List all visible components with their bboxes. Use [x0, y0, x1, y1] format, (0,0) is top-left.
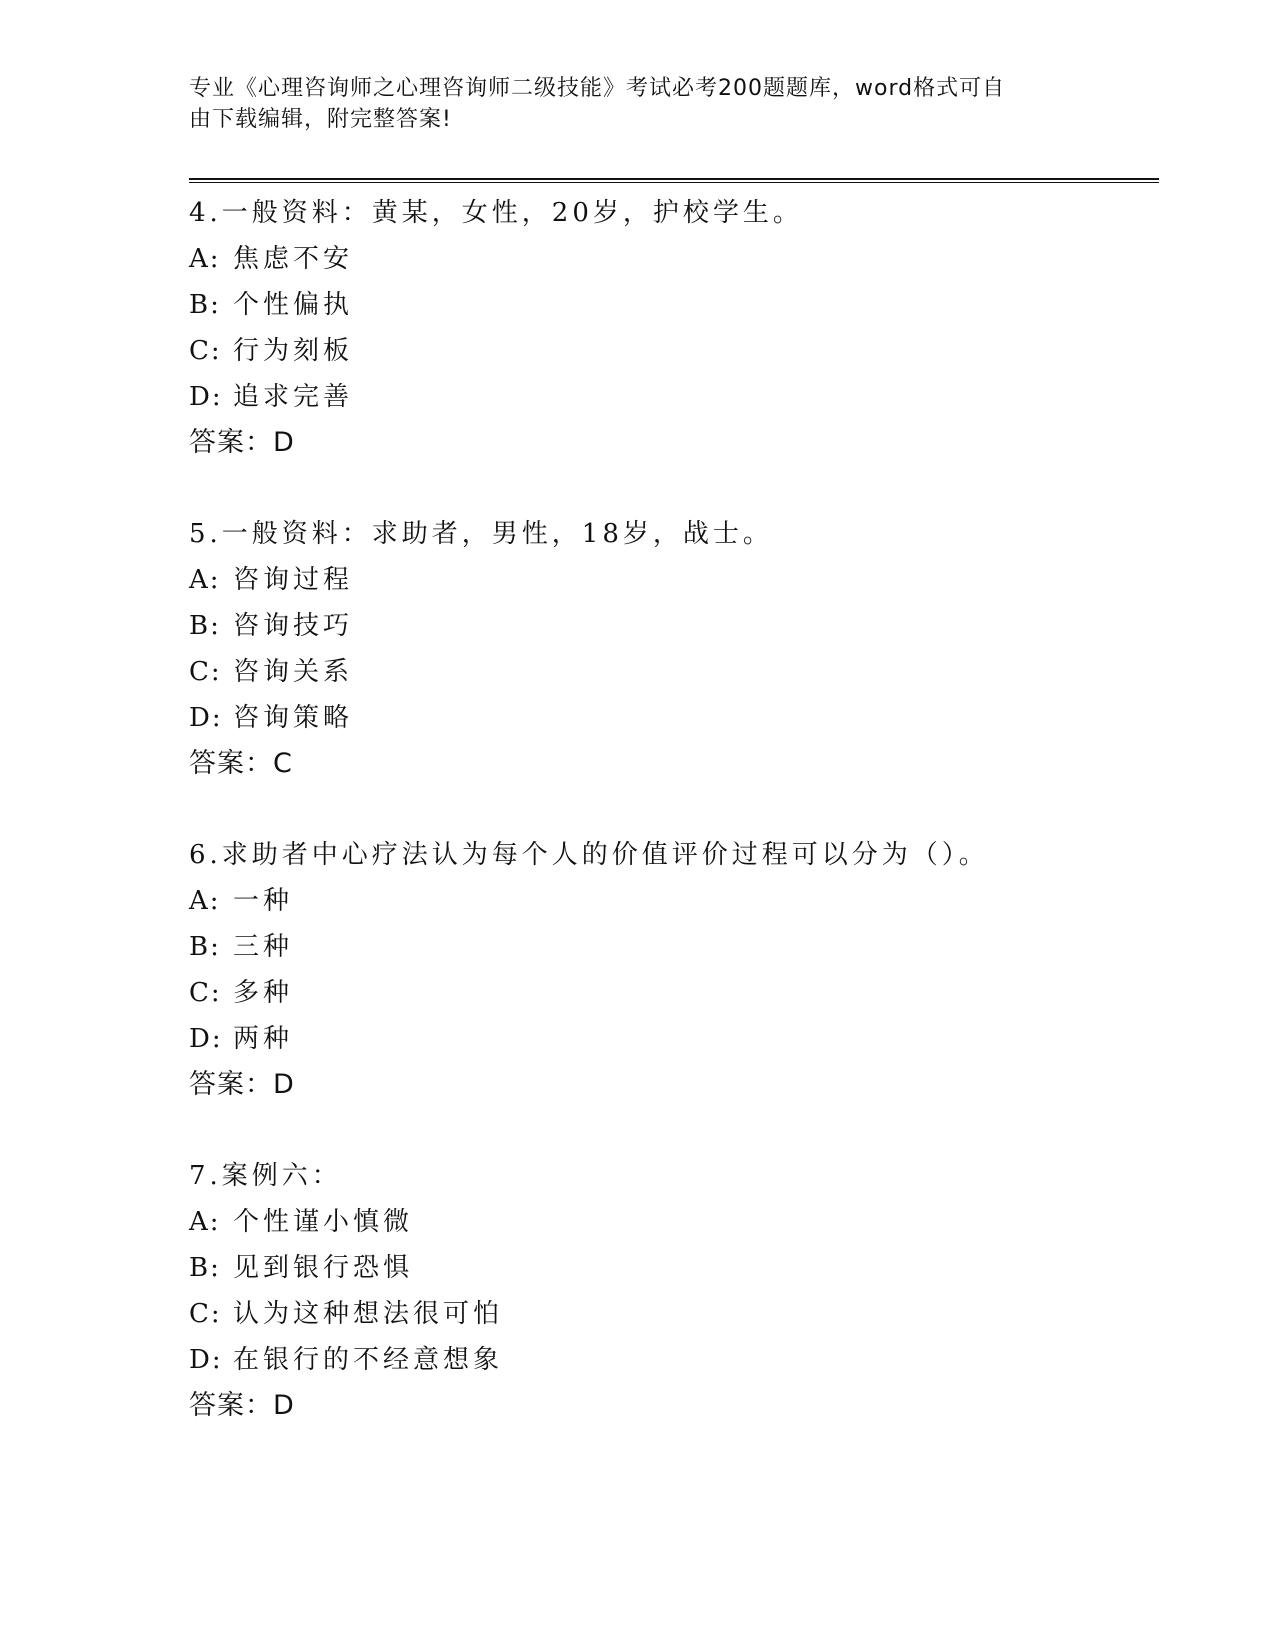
header-divider-thick: [189, 178, 1159, 180]
option-b: [189, 1245, 1159, 1291]
option-key: C:: [189, 1299, 222, 1329]
option-key: A:: [189, 244, 221, 274]
question-4: [189, 190, 1159, 466]
option-text: 一种: [233, 886, 294, 916]
option-text: 咨询技巧: [233, 611, 354, 641]
question-stem: 6.求助者中心疗法认为每个人的价值评价过程可以分为（）。: [189, 840, 989, 870]
option-text: 多种: [233, 978, 294, 1008]
question-list: [189, 190, 1159, 1474]
option-key: B:: [189, 290, 221, 320]
question-stem: 5.一般资料：求助者，男性，18岁，战士。: [189, 519, 773, 549]
option-key: C:: [189, 978, 222, 1008]
option-key: D:: [189, 1024, 223, 1054]
question-6: [189, 832, 1159, 1108]
option-text: 咨询过程: [233, 565, 354, 595]
header-line-1: 专业《心理咨询师之心理咨询师二级技能》考试必考200题题库，word格式可自: [189, 76, 1006, 101]
option-text: 咨询策略: [233, 703, 354, 733]
option-b: [189, 924, 1159, 970]
option-key: C:: [189, 657, 222, 687]
question-5: [189, 511, 1159, 787]
option-a: [189, 878, 1159, 924]
option-text: 个性偏执: [233, 290, 354, 320]
option-d: [189, 695, 1159, 741]
option-c: [189, 328, 1159, 374]
option-text: 个性谨小慎微: [233, 1207, 414, 1237]
answer-line: 答案：D: [189, 1390, 295, 1421]
option-key: B:: [189, 611, 221, 641]
option-d: [189, 1016, 1159, 1062]
option-c: [189, 1291, 1159, 1337]
option-a: [189, 236, 1159, 282]
option-d: [189, 1337, 1159, 1383]
option-key: A:: [189, 565, 221, 595]
option-b: [189, 282, 1159, 328]
option-text: 见到银行恐惧: [233, 1253, 414, 1283]
option-text: 两种: [233, 1024, 294, 1054]
option-key: D:: [189, 382, 223, 412]
option-a: [189, 557, 1159, 603]
option-text: 三种: [233, 932, 294, 962]
answer-line: 答案：C: [189, 748, 293, 779]
option-text: 咨询关系: [233, 657, 354, 687]
document-header: [189, 73, 1089, 135]
option-key: C:: [189, 336, 222, 366]
question-stem: 7.案例六：: [189, 1161, 342, 1191]
option-text: 行为刻板: [233, 336, 354, 366]
option-text: 认为这种想法很可怕: [233, 1299, 504, 1329]
option-key: B:: [189, 1253, 221, 1283]
option-a: [189, 1199, 1159, 1245]
option-key: D:: [189, 1345, 223, 1375]
option-d: [189, 374, 1159, 420]
option-key: A:: [189, 886, 221, 916]
question-stem: 4.一般资料：黄某，女性，20岁，护校学生。: [189, 198, 803, 228]
option-c: [189, 970, 1159, 1016]
question-7: [189, 1153, 1159, 1429]
answer-line: 答案：D: [189, 1069, 295, 1100]
answer-line: 答案：D: [189, 427, 295, 458]
option-b: [189, 603, 1159, 649]
option-key: B:: [189, 932, 221, 962]
option-text: 焦虑不安: [233, 244, 354, 274]
option-text: 在银行的不经意想象: [233, 1345, 504, 1375]
header-line-2: 由下载编辑，附完整答案!: [189, 107, 452, 132]
option-text: 追求完善: [233, 382, 354, 412]
option-key: D:: [189, 703, 223, 733]
option-key: A:: [189, 1207, 221, 1237]
option-c: [189, 649, 1159, 695]
header-divider-thin: [189, 182, 1159, 183]
